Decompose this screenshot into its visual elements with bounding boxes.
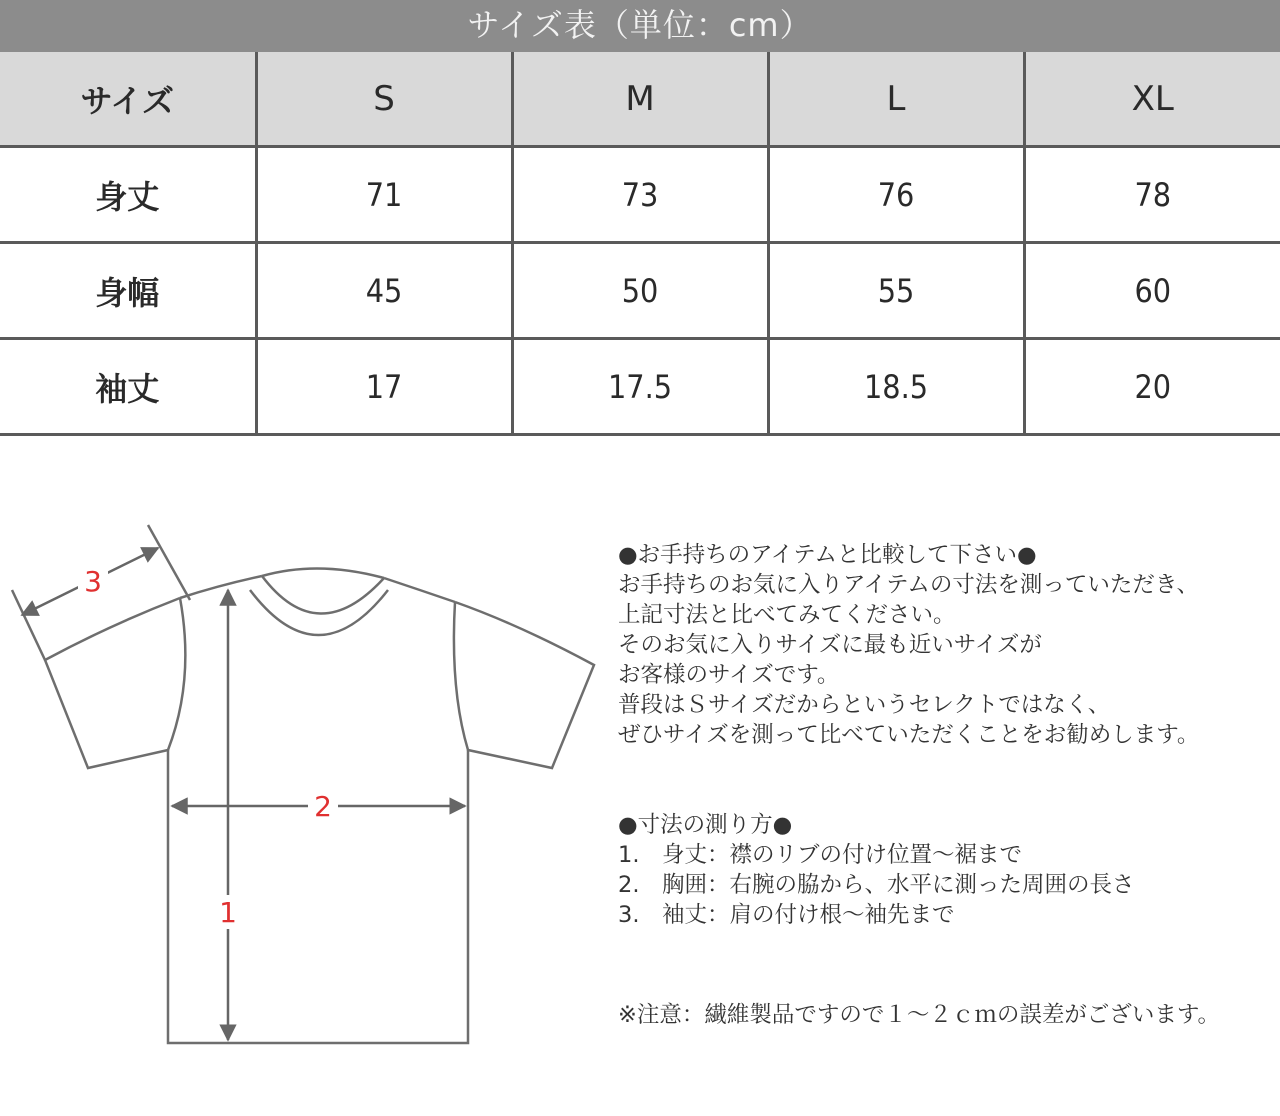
table-cell: 45 [256, 243, 512, 339]
table-cell: 73 [512, 147, 768, 243]
row-label: 身幅 [0, 243, 256, 339]
compare-line: ぜひサイズを測って比べていただくことをお勧めします。 [618, 722, 1200, 748]
measure-line: 2. 胸囲：右腕の脇から、水平に測った周囲の長さ [618, 872, 1135, 898]
row-label: 袖丈 [0, 339, 256, 435]
table-header-row [0, 52, 1280, 147]
table-cell: 17 [256, 339, 512, 435]
compare-heading: ●お手持ちのアイテムと比較して下さい● [618, 542, 1037, 568]
caution-note: ※注意：繊維製品ですので１〜２ｃｍの誤差がございます。 [618, 1002, 1221, 1028]
table-cell: 55 [768, 243, 1024, 339]
compare-line: お客様のサイズです。 [618, 662, 840, 688]
table-cell: 18.5 [768, 339, 1024, 435]
compare-line: そのお気に入りサイズに最も近いサイズが [618, 632, 1042, 658]
table-row [0, 243, 1280, 339]
compare-line: お手持ちのお気に入りアイテムの寸法を測っていただき、 [618, 572, 1199, 598]
table-cell: 71 [256, 147, 512, 243]
size-col-l: L [768, 52, 1024, 147]
size-col-m: M [512, 52, 768, 147]
compare-line: 普段はＳサイズだからというセレクトではなく、 [618, 692, 1111, 718]
table-row [0, 339, 1280, 435]
table-cell: 60 [1024, 243, 1280, 339]
row-label: 身丈 [0, 147, 256, 243]
measure-marker-2: 2 [314, 790, 332, 823]
table-cell: 76 [768, 147, 1024, 243]
table-cell: 50 [512, 243, 768, 339]
table-cell: 78 [1024, 147, 1280, 243]
measure-heading: ●寸法の測り方● [618, 812, 793, 838]
size-col-s: S [256, 52, 512, 147]
measure-line: 1. 身丈：襟のリブの付け位置〜裾まで [618, 842, 1022, 868]
measure-marker-1: 1 [219, 896, 237, 929]
header-label: サイズ [0, 52, 256, 147]
table-row [0, 147, 1280, 243]
size-chart-title: サイズ表（単位：cm） [0, 0, 1280, 52]
measure-line: 3. 袖丈：肩の付け根〜袖先まで [618, 902, 955, 928]
compare-line: 上記寸法と比べてみてください。 [618, 602, 956, 628]
table-cell: 17.5 [512, 339, 768, 435]
measure-marker-3: 3 [84, 565, 102, 598]
size-notes [618, 540, 1278, 1030]
table-cell: 20 [1024, 339, 1280, 435]
size-table [0, 52, 1280, 436]
tshirt-diagram [0, 520, 600, 1060]
size-col-xl: XL [1024, 52, 1280, 147]
